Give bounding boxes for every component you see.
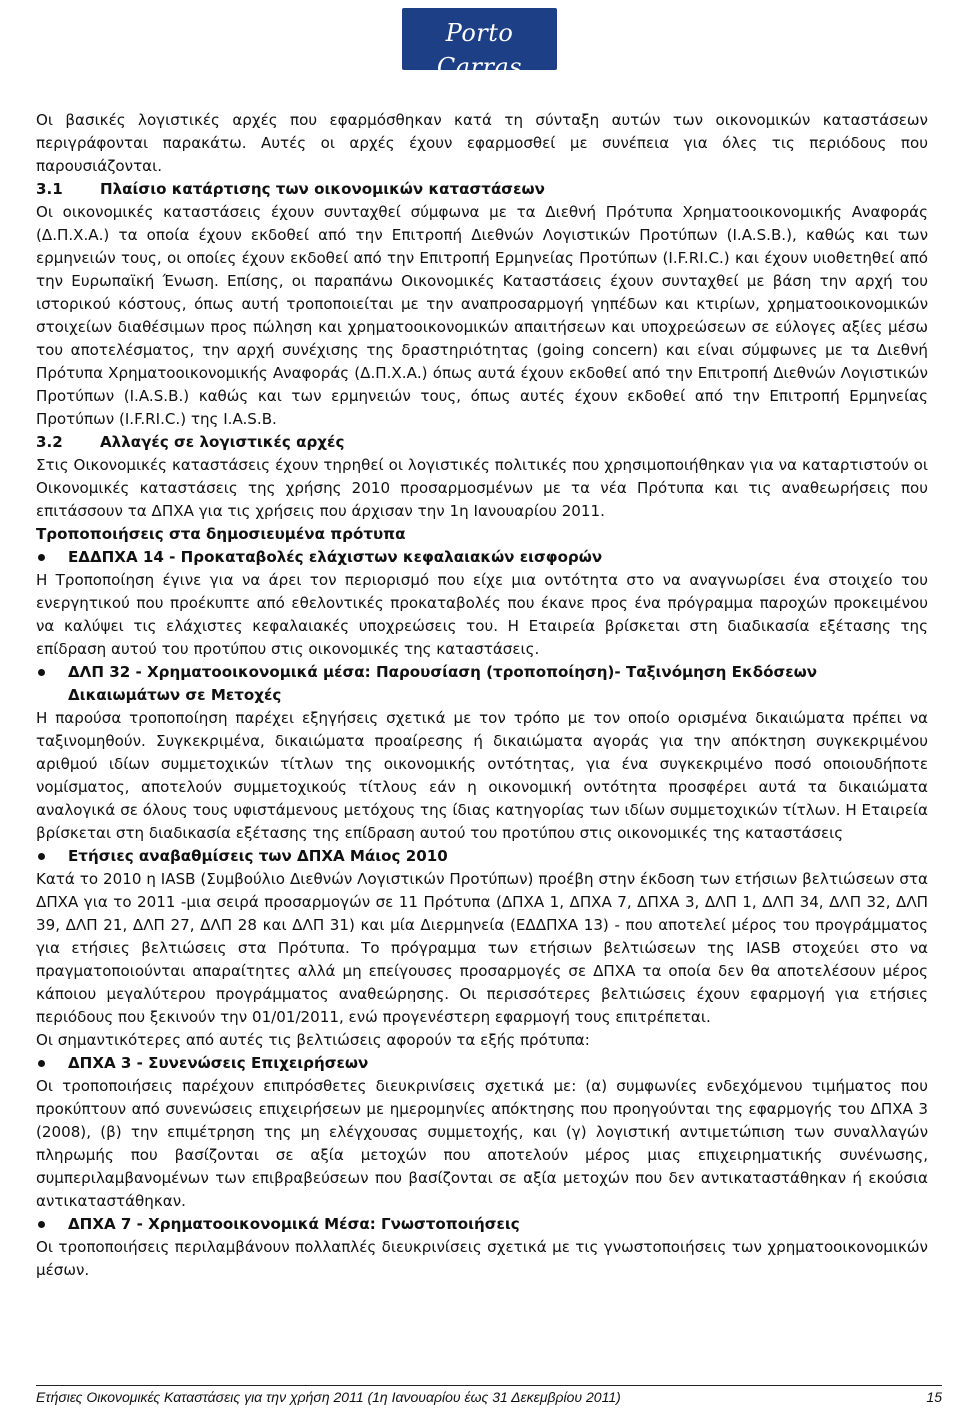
bullet-heading: ΕΔΔΠΧΑ 14 - Προκαταβολές ελάχιστων κεφαλαιακών εισφορών (36, 546, 928, 569)
bullet-heading: ΔΠΧΑ 7 - Χρηματοοικονομικά Μέσα: Γνωστοποιήσεις (36, 1213, 928, 1236)
bullet-body: Οι τροποποιήσεις περιλαμβάνουν πολλαπλές διευκρινίσεις σχετικά με τις γνωστοποιήσεις των χρηματοοικονομικών μέσων. (36, 1238, 928, 1279)
document-body (36, 109, 928, 1282)
intro-paragraph: Οι βασικές λογιστικές αρχές που εφαρμόσθηκαν κατά τη σύνταξη αυτών των οικονομικών καταστάσεων περιγράφονται παρακάτω. Αυτές οι αρχές έχουν εφαρμοσθεί με συνέπεια για όλες τις περιόδους που παρουσιάζονται. (36, 111, 928, 175)
amendments-subheading: Τροποποιήσεις στα δημοσιευμένα πρότυπα (36, 525, 406, 543)
section-3-2-heading (36, 431, 928, 454)
section-3-2-body: Στις Οικονομικές καταστάσεις έχουν τηρηθεί οι λογιστικές πολιτικές που χρησιμοποιήθηκαν για να καταρτιστούν οι Οικονομικές καταστάσεις της χρήσης 2010 προσαρμοσμένων με τα νέα Πρότυπα και τις αναθεωρήσεις που επιτάσσουν τα ΔΠΧΑ για τις χρήσεις που άρχισαν την 1η Ιανουαρίου 2011. (36, 456, 928, 520)
bullet-extra: Οι σημαντικότερες από αυτές τις βελτιώσεις αφορούν τα εξής πρότυπα: (36, 1031, 590, 1049)
bullet-heading: ΔΠΧΑ 3 - Συνενώσεις Επιχειρήσεων (36, 1052, 928, 1075)
section-title: Αλλαγές σε λογιστικές αρχές (100, 433, 345, 451)
page-number: 15 (926, 1389, 942, 1405)
bullet-body: Οι τροποποιήσεις παρέχουν επιπρόσθετες διευκρινίσεις σχετικά με: (α) συμφωνίες ενδεχόμενου τιμήματος που προκύπτουν από συνενώσεις επιχειρήσεων με ημερομηνίες απόκτησης που προηγούνται της εφαρμογής του ΔΠΧΑ 3 (2008), (β) την επιμέτρηση της μη ελέγχουσας συμμετοχής, και (γ) λογιστική αντιμετώπιση των συναλλαγών πληρωμής που βασίζονται σε αξία μετοχών που αποτελούν μέρος μιας επιχειρηματικής συνένωσης, συμπεριλαμβανομένων των επιβραβεύσεων που βασίζονται σε αξία μετοχών που δεν αντικαταστάθηκαν ή εκούσια αντικαταστάθηκαν. (36, 1077, 928, 1210)
section-3-1-body: Οι οικονομικές καταστάσεις έχουν συνταχθεί σύμφωνα με τα Διεθνή Πρότυπα Χρηματοοικονομικής Αναφοράς (Δ.Π.Χ.Α.) τα οποία έχουν εκδοθεί από την Επιτροπή Διεθνών Λογιστικών Προτύπων (I.A.S.B.), καθώς και των ερμηνειών τους, οι οποίες έχουν εκδοθεί από την Επιτροπή Ερμηνείας Προτύπων (I.F.RI.C.) και έχουν υιοθετηθεί από την Ευρωπαϊκή Ένωση. Επίσης, οι παραπάνω Οικονομικές Καταστάσεις έχουν συνταχθεί με βάση την αρχή του ιστορικού κόστους, όπως αυτή τροποποιείται με την αναπροσαρμογή γηπέδων και κτιρίων, χρηματοοικονομικών στοιχείων διαθέσιμων προς πώληση και χρηματοοικονομικών απαιτήσεων και υποχρεώσεων σε εύλογες αξίες μέσω του αποτελέσματος, την αρχή συνέχισης της δραστηριότητας (going concern) και είναι σύμφωνες με τα Διεθνή Πρότυπα Χρηματοοικονομικής Αναφοράς (Δ.Π.Χ.Α.) όπως αυτά έχουν εκδοθεί από την Επιτροπή Διεθνών Λογιστικών Προτύπων (I.A.S.B.) καθώς και των ερμηνειών τους, όπως αυτές έχουν εκδοθεί από την Επιτροπή Ερμηνείας Προτύπων (I.F.RI.C.) της I.A.S.B. (36, 203, 928, 428)
section-number: 3.2 (36, 433, 63, 451)
section-title: Πλαίσιο κατάρτισης των οικονομικών καταστάσεων (100, 180, 545, 198)
section-3-1-heading (36, 178, 928, 201)
footer-text: Ετήσιες Οικονομικές Καταστάσεις για την χρήση 2011 (1η Ιανουαρίου έως 31 Δεκεμβρίου 2011) (36, 1389, 621, 1405)
bullet-heading: ΔΛΠ 32 - Χρηματοοικονομικά μέσα: Παρουσίαση (τροποποίηση)- Ταξινόμηση Εκδόσεων Δικαιωμάτων σε Μετοχές (36, 661, 928, 707)
bullet-body: Η παρούσα τροποποίηση παρέχει εξηγήσεις σχετικά με τον τρόπο με τον οποίο ορισμένα δικαιώματα πρέπει να ταξινομηθούν. Συγκεκριμένα, δικαιώματα προαίρεσης ή δικαιώματα αγοράς για την απόκτηση συγκεκριμένου αριθμού ιδίων συμμετοχικών τίτλων της οικονομικής οντότητας, για ένα συγκεκριμένο ποσό οποιουδήποτε νομίσματος, αποτελούν συμμετοχικούς τίτλους εάν η οικονομική οντότητα προσφέρει αυτά τα δικαιώματα αναλογικά σε όλους τους υφιστάμενους μετόχους της ίδιας κατηγορίας των ιδίων συμμετοχικών τίτλων. Η Εταιρεία βρίσκεται στη διαδικασία εξέτασης της επίδραση αυτού του προτύπου στις οικονομικές της καταστάσεις (36, 709, 928, 842)
bullet-heading: Ετήσιες αναβαθμίσεις των ΔΠΧΑ Μάιος 2010 (36, 845, 928, 868)
page-footer (36, 1385, 942, 1405)
bullet-body: Η Τροποποίηση έγινε για να άρει τον περιορισμό που είχε μια οντότητα στο να αναγνωρίσει ένα στοιχείο του ενεργητικού που προέκυπτε από εθελοντικές προκαταβολές που έκανε προς ένα πρόγραμμα παροχών προκειμένου να καλύψει τις ελάχιστες κεφαλαιακές υποχρεώσεις του. Η Εταιρεία βρίσκεται στη διαδικασία εξέτασης της επίδραση αυτού του προτύπου στις οικονομικές της καταστάσεις. (36, 571, 928, 658)
company-logo (402, 8, 557, 93)
bullet-body: Κατά το 2010 η IASB (Συμβούλιο Διεθνών Λογιστικών Προτύπων) προέβη στην έκδοση των ετήσιων βελτιώσεων στα ΔΠΧΑ για το 2011 -μια σειρά προσαρμογών σε 11 Πρότυπα (ΔΠΧΑ 1, ΔΠΧΑ 7, ΔΠΧΑ 3, ΔΛΠ 1, ΔΛΠ 34, ΔΛΠ 32, ΔΛΠ 39, ΔΛΠ 21, ΔΛΠ 27, ΔΛΠ 28 και ΔΛΠ 31) και μία Διερμηνεία (ΕΔΔΠΧΑ 13) - που αποτελεί μέρος του προγράμματος για ετήσιες βελτιώσεις στα Πρότυπα. Το πρόγραμμα των ετήσιων βελτιώσεων της IASB στοχεύει στο να πραγματοποιούνται απαραίτητες αλλά μη επείγουσες προσαρμογές σε ΔΠΧΑ τα οποία δεν θα αποτελέσουν μέρος κάποιου μεγαλύτερου προγράμματος αναθεώρησης. Οι περισσότερες βελτιώσεις έχουν εφαρμογή για ετήσιες περιόδους που ξεκινούν την 01/01/2011, ενώ προγενέστερη εφαρμογή τους επιτρέπεται. (36, 870, 928, 1026)
section-number: 3.1 (36, 180, 63, 198)
logo-name: Porto Carras (436, 19, 523, 81)
logo-sub: GRAND RESORT (433, 85, 526, 93)
